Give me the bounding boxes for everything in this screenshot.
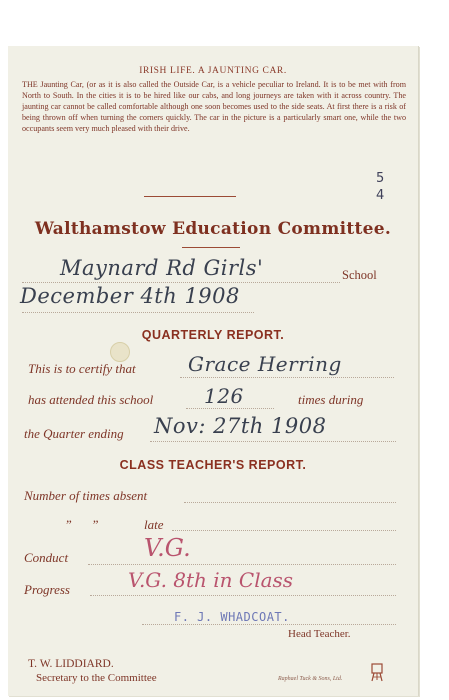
- head-teacher-label: Head Teacher.: [288, 628, 351, 640]
- conduct-label: Conduct: [24, 550, 69, 565]
- certify-label: This is to certify that: [28, 361, 136, 376]
- times-dotline: [186, 408, 274, 409]
- times-during-label: times during: [298, 392, 364, 407]
- absent-label: Number of times absent: [24, 488, 148, 503]
- quarterly-report-title: QUARTERLY REPORT.: [141, 328, 285, 342]
- pencil-note: 5 4: [376, 171, 385, 203]
- progress-value: V.G. 8th in Class: [128, 568, 294, 592]
- late-label: late: [144, 517, 164, 532]
- attended-label: has attended this school: [28, 392, 154, 407]
- card-title: IRISH LIFE. A JAUNTING CAR.: [139, 66, 287, 76]
- publisher-credit: Raphael Tuck & Sons, Ltd.: [278, 676, 343, 682]
- school-dotline: [22, 282, 340, 283]
- progress-dotline: [90, 595, 396, 596]
- report-card: [8, 46, 419, 696]
- conduct-dotline: [88, 564, 396, 565]
- quarter-dotline: [150, 441, 396, 442]
- quarter-end-date: Nov: 27th 1908: [154, 414, 327, 438]
- pupil-name: Grace Herring: [188, 352, 342, 376]
- head-teacher-stamp: F. J. WHADCOAT.: [174, 610, 290, 624]
- name-dotline: [180, 377, 394, 378]
- report-date: December 4th 1908: [20, 284, 240, 308]
- conduct-value: V.G.: [144, 534, 191, 562]
- head-teacher-dotline: [142, 624, 396, 625]
- divider-under-heading: [182, 247, 240, 248]
- late-dotline: [172, 530, 396, 531]
- quarter-ending-label: the Quarter ending: [24, 426, 124, 441]
- secretary-name: T. W. LIDDIARD.: [28, 658, 114, 670]
- committee-heading: Walthamstow Education Committee.: [34, 219, 392, 239]
- divider-top: [144, 196, 236, 197]
- punch-hole: [110, 342, 130, 362]
- ditto-marks: „ „: [66, 510, 100, 525]
- school-label: School: [342, 268, 377, 282]
- tuck-logo-icon: [370, 662, 384, 682]
- absent-dotline: [184, 502, 396, 503]
- secretary-title: Secretary to the Committee: [36, 672, 157, 684]
- card-description: THE Jaunting Car, (or as it is also called the Outside Car, is a vehicle peculiar to Ireland. It is to be met with from North to South. In the cities it is to be hired like our cabs, and long journeys are taken with it across country. The jaunting car cannot be called comfortable although one soon becomes used to the side seats. At first there is a risk of being thrown off when turning the corners quickly. The car in the picture is a particularly smart one, while the two occupants seem very much pleased with their drive.: [22, 80, 406, 133]
- attendance-count: 126: [204, 384, 244, 408]
- date-dotline: [22, 312, 254, 313]
- school-name: Maynard Rd Girls': [60, 256, 264, 280]
- class-teacher-report-title: CLASS TEACHER'S REPORT.: [119, 458, 307, 472]
- progress-label: Progress: [24, 582, 70, 597]
